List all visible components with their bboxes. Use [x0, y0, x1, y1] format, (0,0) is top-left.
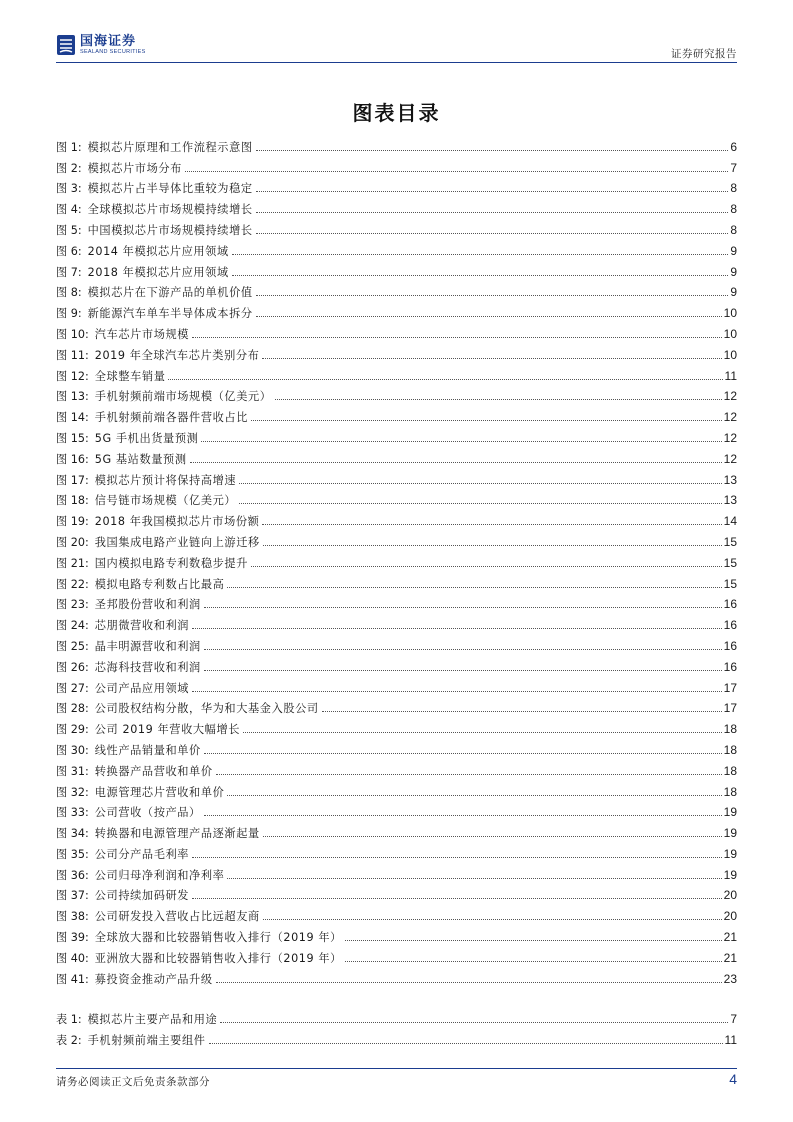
- toc-leader-dots: [190, 462, 722, 463]
- figure-toc-entry[interactable]: [56, 902, 737, 923]
- figure-toc-entry[interactable]: [56, 237, 737, 258]
- toc-leader-dots: [263, 919, 722, 920]
- toc-leader-dots: [251, 566, 722, 567]
- figure-toc-entry[interactable]: [56, 570, 737, 591]
- toc-entry-title: 公司股权结构分散，华为和大基金入股公司: [94, 702, 319, 716]
- toc-entry-title: 手机射频前端主要组件: [87, 1034, 206, 1047]
- toc-entry-label: 图 31:: [56, 764, 89, 778]
- toc-leader-dots: [243, 732, 722, 733]
- toc-leader-dots: [216, 774, 722, 775]
- toc-entry-page: 12: [723, 410, 737, 425]
- report-type-label: 证券研究报告: [671, 48, 737, 60]
- figure-toc-entry[interactable]: [56, 195, 737, 216]
- toc-leader-dots: [204, 607, 722, 608]
- toc-entry-title: 公司营收（按产品）: [94, 806, 201, 820]
- toc-leader-dots: [209, 1043, 723, 1044]
- figure-toc-entry[interactable]: [56, 154, 737, 175]
- toc-entry-title: 我国集成电路产业链向上游迁移: [94, 535, 260, 549]
- figure-toc-entry[interactable]: [56, 882, 737, 903]
- toc-entry-title: 公司分产品毛利率: [94, 847, 190, 861]
- figure-toc-entry[interactable]: [56, 341, 737, 362]
- figure-toc-entry[interactable]: [56, 757, 737, 778]
- toc-leader-dots: [262, 524, 721, 525]
- sealand-logo-icon: [56, 34, 76, 56]
- figure-toc-entry[interactable]: [56, 923, 737, 944]
- figure-toc-entry[interactable]: [56, 611, 737, 632]
- figure-toc-entry[interactable]: [56, 362, 737, 383]
- toc-entry-label: 图 40:: [56, 951, 89, 965]
- figure-toc-entry[interactable]: [56, 528, 737, 549]
- toc-entry-label: 图 41:: [56, 972, 89, 986]
- toc-entry-page: 19: [723, 846, 737, 861]
- toc-leader-dots: [256, 233, 729, 234]
- toc-entry-title: 公司研发投入营收占比远超友商: [94, 910, 260, 924]
- toc-entry-title: 5G 基站数量预测: [94, 452, 187, 466]
- toc-entry-title: 模拟电路专利数占比最高: [94, 577, 225, 591]
- toc-leader-dots: [216, 982, 722, 983]
- figure-toc-entry[interactable]: [56, 819, 737, 840]
- toc-entry-title: 电源管理芯片营收和单价: [94, 785, 225, 799]
- toc-entry-page: 13: [723, 493, 737, 508]
- figure-toc-entry[interactable]: [56, 965, 737, 986]
- toc-leader-dots: [232, 254, 729, 255]
- figure-toc-entry[interactable]: [56, 632, 737, 653]
- toc-entry-title: 全球模拟芯片市场规模持续增长: [87, 203, 253, 217]
- toc-leader-dots: [192, 628, 722, 629]
- toc-entry-label: 图 2:: [56, 161, 82, 175]
- figure-toc-entry[interactable]: [56, 466, 737, 487]
- toc-entry-page: 6: [730, 139, 737, 154]
- toc-entry-label: 图 11:: [56, 348, 89, 362]
- toc-entry-label: 图 10:: [56, 327, 89, 341]
- toc-entry-title: 手机射频前端市场规模（亿美元）: [94, 390, 272, 404]
- toc-entry-title: 模拟芯片占半导体比重较为稳定: [87, 182, 253, 196]
- toc-entry-label: 图 13:: [56, 390, 89, 404]
- toc-entry-label: 图 24:: [56, 619, 89, 633]
- figure-toc-entry[interactable]: [56, 320, 737, 341]
- toc-leader-dots: [256, 295, 729, 296]
- toc-entry-title: 模拟芯片市场分布: [87, 161, 182, 175]
- logo-chinese-name: 国海证券: [80, 33, 137, 49]
- toc-entry-label: 图 19:: [56, 515, 89, 529]
- toc-leader-dots: [227, 795, 721, 796]
- page-number: 4: [729, 1071, 737, 1087]
- toc-leader-dots: [232, 275, 729, 276]
- toc-entry-page: 9: [730, 243, 737, 258]
- company-logo: [56, 34, 146, 56]
- footer-divider: [56, 1068, 737, 1069]
- toc-entry-title: 晶丰明源营收和利润: [94, 639, 201, 653]
- toc-entry-title: 线性产品销量和单价: [94, 743, 201, 757]
- toc-entry-title: 全球整车销量: [94, 369, 166, 383]
- toc-entry-page: 7: [730, 160, 737, 175]
- figure-toc-entry[interactable]: [56, 591, 737, 612]
- toc-entry-label: 图 39:: [56, 931, 89, 945]
- toc-entry-label: 图 28:: [56, 702, 89, 716]
- toc-entry-title: 转换器产品营收和单价: [94, 764, 213, 778]
- toc-entry-page: 16: [723, 597, 737, 612]
- toc-entry-title: 公司产品应用领域: [94, 681, 190, 695]
- toc-entry-label: 表 2:: [56, 1034, 82, 1047]
- toc-entry-label: 图 14:: [56, 411, 89, 425]
- toc-entry-page: 21: [723, 950, 737, 965]
- toc-leader-dots: [262, 358, 721, 359]
- toc-entry-page: 18: [723, 763, 737, 778]
- toc-entry-title: 圣邦股份营收和利润: [94, 598, 201, 612]
- toc-entry-title: 全球放大器和比较器销售收入排行（2019 年）: [94, 931, 342, 945]
- header-divider: [56, 62, 737, 63]
- toc-entry-page: 19: [723, 805, 737, 820]
- toc-entry-title: 模拟芯片预计将保持高增速: [94, 473, 237, 487]
- toc-entry-title: 2018 年模拟芯片应用领域: [87, 265, 229, 279]
- toc-leader-dots: [256, 191, 729, 192]
- toc-entry-page: 17: [723, 701, 737, 716]
- toc-entry-label: 图 17:: [56, 473, 89, 487]
- figure-toc-entry[interactable]: [56, 133, 737, 154]
- figure-toc-entry[interactable]: [56, 799, 737, 820]
- figure-toc-entry[interactable]: [56, 944, 737, 965]
- figure-toc-entry[interactable]: [56, 715, 737, 736]
- table-toc-entry[interactable]: [56, 1004, 737, 1026]
- toc-entry-label: 图 9:: [56, 307, 82, 321]
- figure-toc-entry[interactable]: [56, 653, 737, 674]
- toc-entry-page: 16: [723, 618, 737, 633]
- toc-leader-dots: [256, 212, 729, 213]
- toc-entry-page: 10: [723, 306, 737, 321]
- toc-entry-label: 图 7:: [56, 265, 82, 279]
- toc-entry-page: 23: [723, 971, 737, 986]
- toc-leader-dots: [251, 420, 722, 421]
- toc-entry-label: 图 8:: [56, 286, 82, 300]
- toc-entry-label: 图 34:: [56, 827, 89, 841]
- toc-leader-dots: [192, 691, 722, 692]
- toc-entry-page: 11: [724, 368, 737, 383]
- toc-entry-page: 18: [723, 722, 737, 737]
- toc-entry-title: 模拟芯片在下游产品的单机价值: [87, 286, 253, 300]
- toc-entry-label: 图 32:: [56, 785, 89, 799]
- toc-entry-label: 图 1:: [56, 140, 82, 154]
- toc-entry-label: 图 6:: [56, 244, 82, 258]
- toc-entry-page: 16: [723, 638, 737, 653]
- toc-entry-page: 15: [723, 576, 737, 591]
- toc-entry-title: 手机射频前端各器件营收占比: [94, 411, 248, 425]
- figure-toc-entry[interactable]: [56, 175, 737, 196]
- figure-toc-entry[interactable]: [56, 695, 737, 716]
- toc-entry-label: 图 35:: [56, 847, 89, 861]
- toc-entry-page: 18: [723, 784, 737, 799]
- toc-entry-label: 表 1:: [56, 1012, 82, 1026]
- toc-entry-label: 图 18:: [56, 494, 89, 508]
- toc-entry-page: 12: [723, 451, 737, 466]
- toc-entry-page: 10: [723, 326, 737, 341]
- toc-leader-dots: [185, 171, 728, 172]
- figure-toc-entry[interactable]: [56, 279, 737, 300]
- toc-entry-page: 21: [723, 930, 737, 945]
- toc-leader-dots: [256, 316, 722, 317]
- toc-leader-dots: [220, 1022, 728, 1023]
- toc-entry-title: 模拟芯片原理和工作流程示意图: [87, 140, 253, 154]
- toc-leader-dots: [227, 587, 721, 588]
- toc-leader-dots: [275, 399, 722, 400]
- toc-entry-label: 图 29:: [56, 723, 89, 737]
- figure-toc-entry[interactable]: [56, 424, 737, 445]
- toc-entry-label: 图 22:: [56, 577, 89, 591]
- toc-leader-dots: [263, 545, 722, 546]
- figure-toc-entry[interactable]: [56, 861, 737, 882]
- toc-leader-dots: [201, 441, 721, 442]
- toc-entry-label: 图 33:: [56, 806, 89, 820]
- toc-entry-title: 2019 年全球汽车芯片类别分布: [94, 348, 260, 362]
- toc-leader-dots: [256, 150, 729, 151]
- toc-entry-label: 图 25:: [56, 639, 89, 653]
- toc-entry-label: 图 21:: [56, 556, 89, 570]
- toc-leader-dots: [263, 836, 722, 837]
- toc-entry-title: 汽车芯片市场规模: [94, 327, 190, 341]
- toc-entry-page: 12: [723, 389, 737, 404]
- figure-toc-entry[interactable]: [56, 674, 737, 695]
- toc-entry-page: 17: [723, 680, 737, 695]
- toc-leader-dots: [239, 503, 721, 504]
- toc-leader-dots: [227, 878, 721, 879]
- toc-entry-label: 图 38:: [56, 910, 89, 924]
- table-list: [56, 1004, 737, 1047]
- figure-toc-entry[interactable]: [56, 736, 737, 757]
- toc-entry-title: 2014 年模拟芯片应用领域: [87, 244, 229, 258]
- toc-entry-page: 15: [723, 534, 737, 549]
- toc-leader-dots: [239, 483, 721, 484]
- figure-list: [56, 133, 737, 986]
- toc-entry-page: 11: [724, 1033, 737, 1047]
- toc-leader-dots: [322, 711, 722, 712]
- toc-entry-label: 图 16:: [56, 452, 89, 466]
- toc-entry-label: 图 37:: [56, 889, 89, 903]
- logo-english-name: SEALAND SECURITIES: [80, 48, 146, 55]
- figure-toc-entry[interactable]: [56, 299, 737, 320]
- toc-entry-title: 亚洲放大器和比较器销售收入排行（2019 年）: [94, 951, 342, 965]
- figure-toc-entry[interactable]: [56, 216, 737, 237]
- toc-entry-page: 16: [723, 659, 737, 674]
- toc-leader-dots: [192, 898, 722, 899]
- toc-entry-label: 图 27:: [56, 681, 89, 695]
- toc-entry-page: 15: [723, 555, 737, 570]
- toc-leader-dots: [192, 337, 722, 338]
- toc-entry-page: 14: [723, 514, 737, 529]
- toc-leader-dots: [345, 961, 722, 962]
- figure-toc-entry[interactable]: [56, 778, 737, 799]
- toc-entry-page: 18: [723, 742, 737, 757]
- table-toc-entry[interactable]: [56, 1026, 737, 1048]
- toc-entry-label: 图 15:: [56, 431, 89, 445]
- toc-entry-title: 国内模拟电路专利数稳步提升: [94, 556, 248, 570]
- toc-entry-title: 芯朋微营收和利润: [94, 619, 190, 633]
- toc-entry-page: 8: [730, 222, 737, 237]
- toc-entry-title: 信号链市场规模（亿美元）: [94, 494, 237, 508]
- figure-toc-entry[interactable]: [56, 507, 737, 528]
- toc-entry-title: 转换器和电源管理产品逐渐起量: [94, 827, 260, 841]
- toc-entry-label: 图 5:: [56, 223, 82, 237]
- toc-entry-page: 12: [723, 430, 737, 445]
- toc-entry-page: 8: [730, 202, 737, 217]
- figure-toc-entry[interactable]: [56, 258, 737, 279]
- figure-toc-entry[interactable]: [56, 840, 737, 861]
- toc-entry-title: 5G 手机出货量预测: [94, 431, 199, 445]
- toc-entry-title: 公司归母净利润和净利率: [94, 868, 225, 882]
- toc-entry-page: 9: [730, 285, 737, 300]
- toc-entry-title: 募投资金推动产品升级: [94, 972, 213, 986]
- toc-leader-dots: [204, 670, 722, 671]
- toc-leader-dots: [168, 379, 722, 380]
- figure-toc-entry[interactable]: [56, 445, 737, 466]
- toc-entry-page: 19: [723, 826, 737, 841]
- footer-disclaimer: 请务必阅读正文后免责条款部分: [56, 1076, 210, 1088]
- toc-leader-dots: [204, 815, 722, 816]
- toc-entry-page: 19: [723, 867, 737, 882]
- page-header: [56, 34, 737, 62]
- page-title: 图表目录: [352, 101, 441, 125]
- toc-entry-title: 中国模拟芯片市场规模持续增长: [87, 223, 253, 237]
- toc-entry-label: 图 12:: [56, 369, 89, 383]
- figure-toc-entry[interactable]: [56, 403, 737, 424]
- toc-entry-label: 图 36:: [56, 868, 89, 882]
- figure-toc-entry[interactable]: [56, 487, 737, 508]
- toc-leader-dots: [192, 857, 722, 858]
- toc-leader-dots: [345, 940, 722, 941]
- toc-entry-title: 公司 2019 年营收大幅增长: [94, 723, 241, 737]
- toc-entry-label: 图 26:: [56, 660, 89, 674]
- toc-entry-page: 8: [730, 181, 737, 196]
- toc-entry-title: 模拟芯片主要产品和用途: [87, 1012, 218, 1026]
- toc-entry-title: 新能源汽车单车半导体成本拆分: [87, 307, 253, 321]
- toc-entry-page: 20: [723, 909, 737, 924]
- figure-toc-entry[interactable]: [56, 549, 737, 570]
- toc-entry-page: 20: [723, 888, 737, 903]
- toc-entry-label: 图 20:: [56, 535, 89, 549]
- toc-entry-label: 图 23:: [56, 598, 89, 612]
- toc-entry-label: 图 3:: [56, 182, 82, 196]
- toc-leader-dots: [204, 753, 722, 754]
- toc-entry-page: 13: [723, 472, 737, 487]
- toc-entry-label: 图 30:: [56, 743, 89, 757]
- toc-entry-label: 图 4:: [56, 203, 82, 217]
- toc-entry-page: 7: [730, 1011, 737, 1026]
- figure-toc-entry[interactable]: [56, 383, 737, 404]
- toc-entry-page: 10: [723, 347, 737, 362]
- toc-leader-dots: [204, 649, 722, 650]
- toc-entry-title: 芯海科技营收和利润: [94, 660, 201, 674]
- toc-entry-page: 9: [730, 264, 737, 279]
- toc-entry-title: 公司持续加码研发: [94, 889, 190, 903]
- toc-entry-title: 2018 年我国模拟芯片市场份额: [94, 515, 260, 529]
